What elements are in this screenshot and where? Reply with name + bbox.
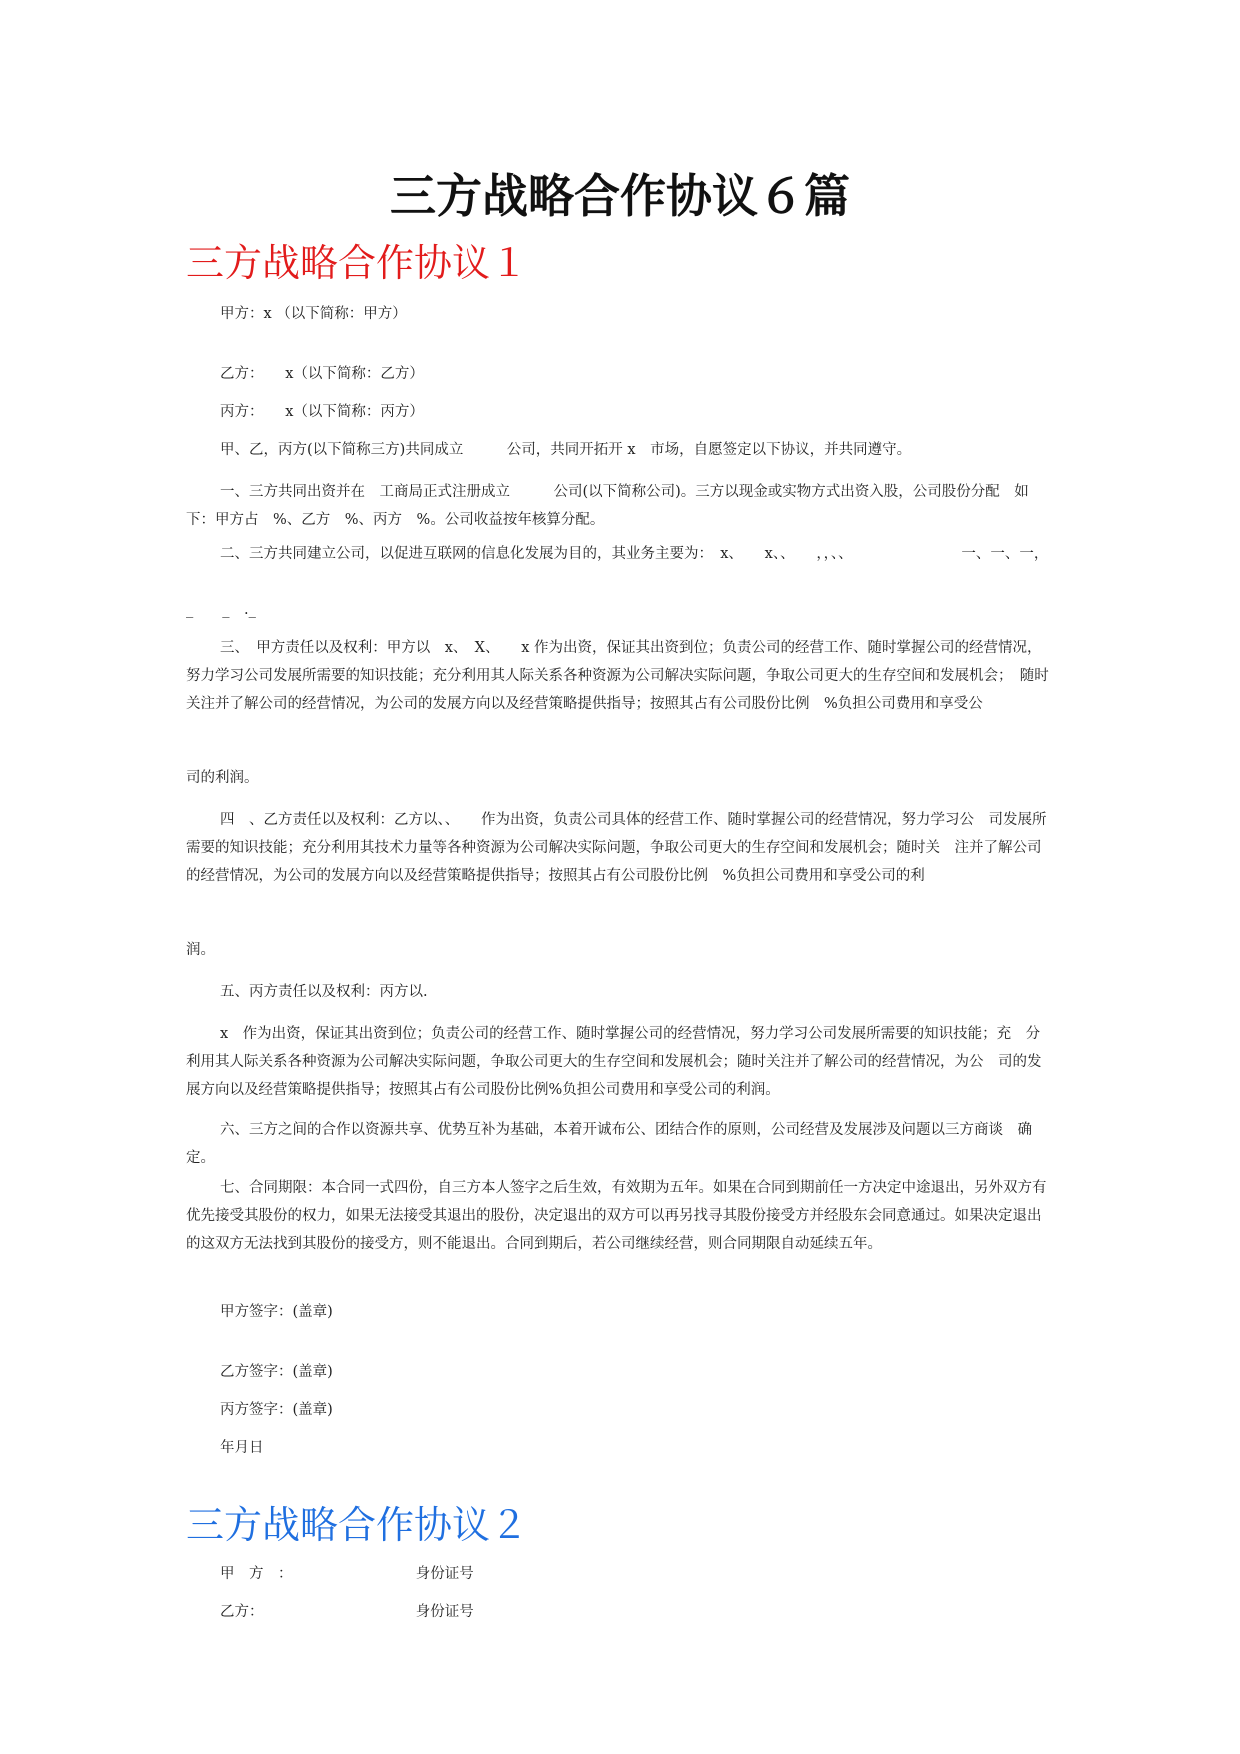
section2-party-b: 乙方： 身份证号 [220,1604,474,1620]
party-a-line: 甲方：x （以下简称：甲方） [220,306,407,322]
section2-title: 三方战略合作协议２ [186,1503,529,1547]
article-1: 一、三方共同出资并在 工商局正式注册成立 公司(以下简称公司)。三方以现金或实物方式出资入股，公司股份分配 如下：甲方占 %、乙方 %、丙方 %。公司收益按年核算分配。 [186,484,1029,528]
sign-party-b: 乙方签字：(盖章) [220,1364,333,1380]
article-2-marks: _ _ ._ [186,602,256,618]
article-3-end: 司的利润。 [186,770,259,786]
article-6: 六、三方之间的合作以资源共享、优势互补为基础，本着开诚布公、团结合作的原则，公司经营及发展涉及问题以三方商谈 确定。 [186,1122,1032,1166]
intro-paragraph: 甲、乙，丙方(以下简称三方)共同成立 公司，共同开拓开 x 市场，自愿签定以下协议，并共同遵守。 [220,442,912,458]
article-4-end: 润。 [186,942,215,958]
sign-party-a: 甲方签字：(盖章) [220,1304,333,1320]
party-b-line: 乙方： x（以下简称：乙方） [220,366,424,382]
date-line: 年月日 [220,1440,264,1456]
article-5-body: x 作为出资，保证其出资到位；负责公司的经营工作、随时掌握公司的经营情况，努力学习公司发展所需要的知识技能；充 分利用其人际关系各种资源为公司解决实际问题，争取公司更大的生存空间和发展机会；随时关注并了解公司的经营情况，为公 司的发展方向以及经营策略提供指导；按照其占有公司股份比例%负担公司费用和享受公司的利润。 [186,1026,1042,1098]
section1-title: 三方战略合作协议１ [186,241,529,285]
sign-party-c: 丙方签字：(盖章) [220,1402,333,1418]
section2-party-a: 甲 方 ： 身份证号 [220,1566,474,1582]
article-5-heading: 五、丙方责任以及权利：丙方以. [220,984,428,1000]
article-3: 三、 甲方责任以及权利：甲方以 x、 X、 x 作为出资，保证其出资到位；负责公司的经营工作、随时掌握公司的经营情况， 努力学习公司发展所需要的知识技能；充分利用其人际关系各种资源为公司解决实际问题，争取公司更大的生存空间和发展机会； 随时关注并了解公司的经营情况，为公司的发展方向以及经营策略提供指导；按照其占有公司股份比例 %负担公司费用和享受公 [186,640,1049,712]
article-2: 二、三方共同建立公司，以促进互联网的信息化发展为目的，其业务主要为： x、 x、、 ，，、、 一、一、一， [220,546,1049,562]
article-4: 四 、乙方责任以及权利：乙方以、、 作为出资，负责公司具体的经营工作、随时掌握公司的经营情况，努力学习公 司发展所需要的知识技能；充分利用其技术力量等各种资源为公司解决实际问题，争取公司更大的生存空间和发展机会；随时关 注并了解公司的经营情况，为公司的发展方向以及经营策略提供指导；按照其占有公司股份比例 %负担公司费用和享受公司的利 [186,812,1047,884]
party-c-line: 丙方： x（以下简称：丙方） [220,404,424,420]
document-title: 三方战略合作协议６篇 [390,169,850,223]
article-7: 七、合同期限：本合同一式四份，自三方本人签字之后生效，有效期为五年。如果在合同到期前任一方决定中途退出，另外双方有优先接受其股份的权力，如果无法接受其退出的股份，决定退出的双方可以再另找寻其股份接受方并经股东会同意通过。如果决定退出的这双方无法找到其股份的接受方，则不能退出。合同到期后，若公司继续经营，则合同期限自动延续五年。 [186,1180,1047,1252]
